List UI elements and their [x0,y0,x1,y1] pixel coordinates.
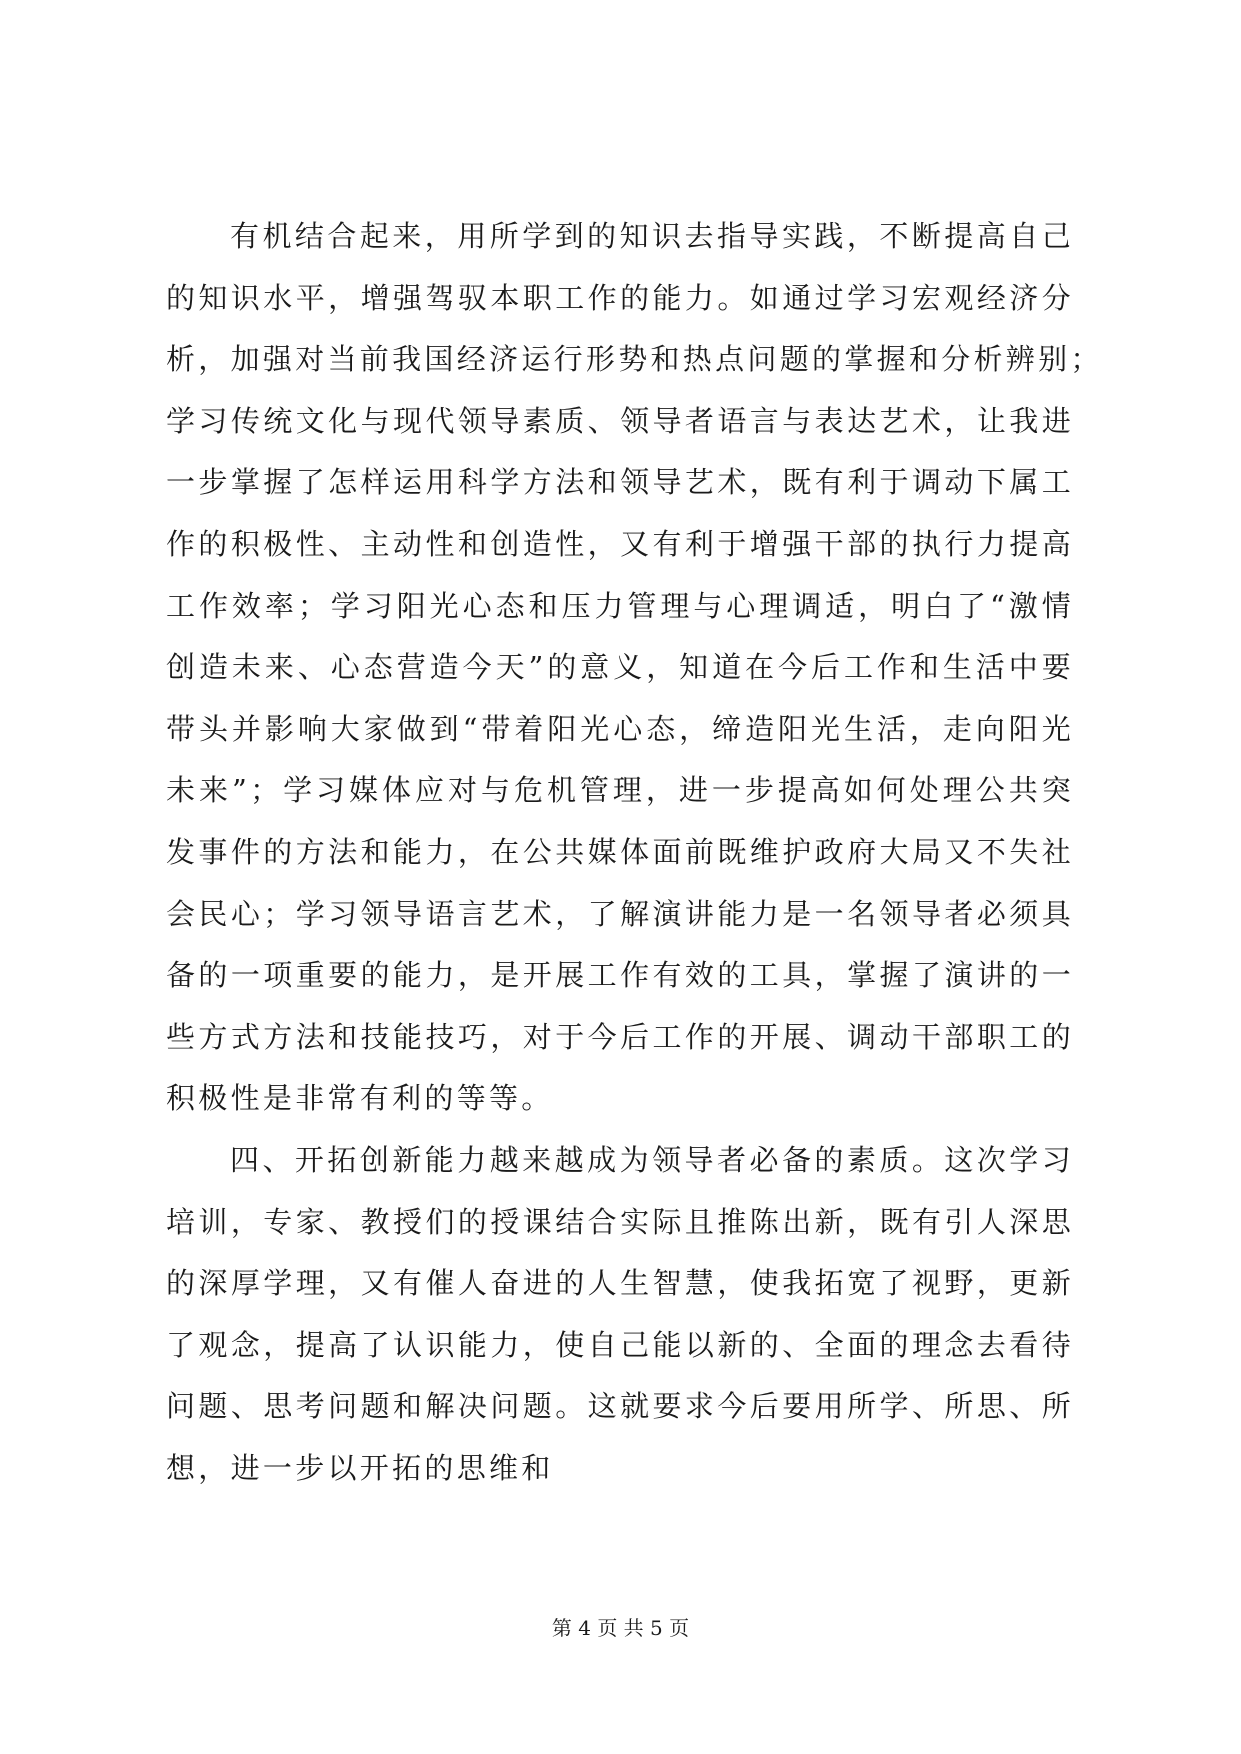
paragraph-line: 了观念，提高了认识能力，使自己能以新的、全面的理念去看待 [166,1327,1074,1362]
paragraph-line: 作的积极性、主动性和创造性，又有利于增强干部的执行力提高 [166,526,1074,561]
paragraph-line: 工作效率；学习阳光心态和压力管理与心理调适，明白了“激情 [166,588,1074,623]
paragraph-line: 四、开拓创新能力越来越成为领导者必备的素质。这次学习 [230,1142,1074,1177]
paragraph-line: 析，加强对当前我国经济运行形势和热点问题的掌握和分析辨别； [166,342,1103,377]
paragraph-line: 带头并影响大家做到“带着阳光心态，缔造阳光生活，走向阳光 [166,711,1074,746]
paragraph-line: 积极性是非常有利的等等。 [166,1081,554,1116]
paragraph-line: 备的一项重要的能力，是开展工作有效的工具，掌握了演讲的一 [166,958,1074,993]
paragraph-line: 发事件的方法和能力，在公共媒体面前既维护政府大局又不失社 [166,834,1074,869]
paragraph-line: 的知识水平，增强驾驭本职工作的能力。如通过学习宏观经济分 [166,280,1074,315]
paragraph-line: 学习传统文化与现代领导素质、领导者语言与表达艺术，让我进 [166,403,1074,438]
paragraph-line: 培训，专家、教授们的授课结合实际且推陈出新，既有引人深思 [166,1204,1074,1239]
paragraph-line: 一步掌握了怎样运用科学方法和领导艺术，既有利于调动下属工 [166,465,1074,500]
paragraph-line: 问题、思考问题和解决问题。这就要求今后要用所学、所思、所 [166,1389,1074,1424]
paragraph-line: 会民心；学习领导语言艺术，了解演讲能力是一名领导者必须具 [166,896,1074,931]
paragraph-line: 未来”；学习媒体应对与危机管理，进一步提高如何处理公共突 [166,773,1074,808]
page-number: 第 4 页 共 5 页 [551,1616,690,1640]
paragraph-line: 的深厚学理，又有催人奋进的人生智慧，使我拓宽了视野，更新 [166,1266,1074,1301]
paragraph-line: 些方式方法和技能技巧，对于今后工作的开展、调动干部职工的 [166,1019,1074,1054]
paragraph-line: 有机结合起来，用所学到的知识去指导实践，不断提高自己 [230,219,1074,253]
paragraph-line: 创造未来、心态营造今天”的意义，知道在今后工作和生活中要 [166,650,1074,685]
paragraph-line: 想，进一步以开拓的思维和 [166,1450,554,1485]
body-text [166,206,1103,1499]
